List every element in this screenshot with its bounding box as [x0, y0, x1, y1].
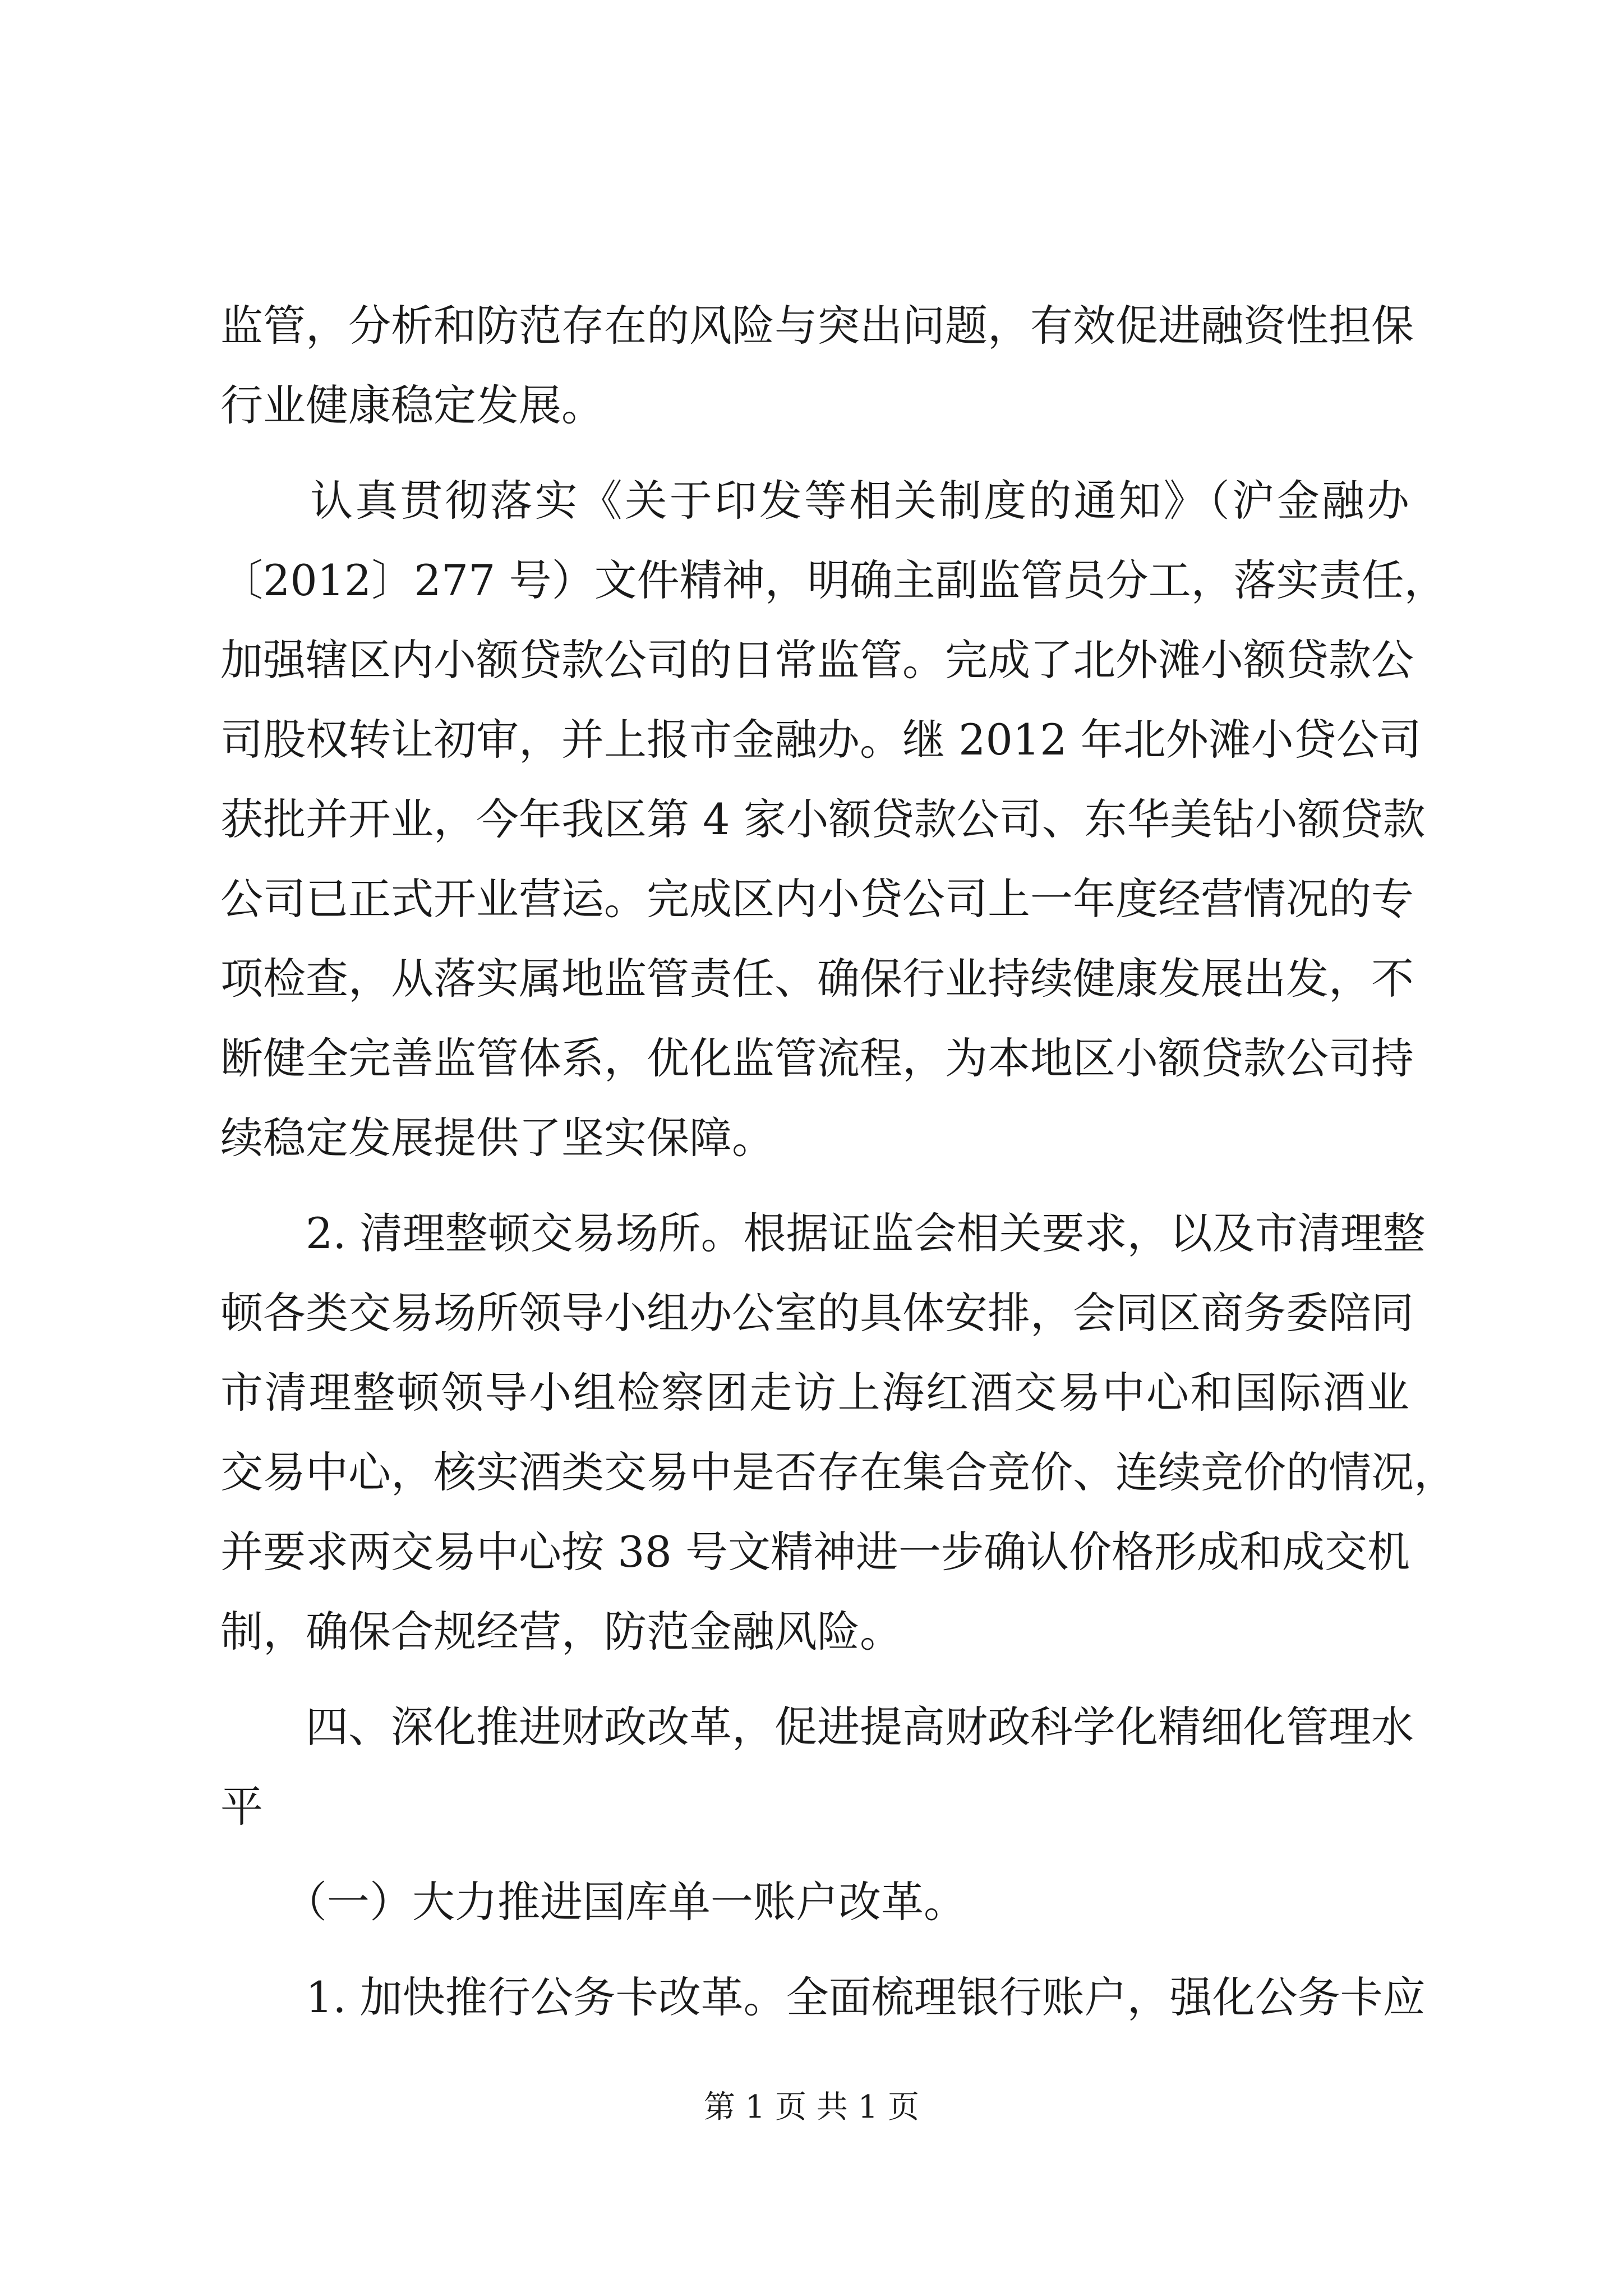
text-line: 项检查，从落实属地监管责任、确保行业持续健康发展出发，不: [220, 954, 1414, 1004]
text-line: 〔2012〕277 号）文件精神，明确主副监管员分工，落实责任，: [220, 555, 1447, 605]
text-line: 监管，分析和防范存在的风险与突出问题，有效促进融资性担保: [220, 301, 1414, 351]
section-heading: 四、深化推进财政改革，促进提高财政科学化精细化管理水: [220, 1702, 1414, 1752]
text-line: 公司已正式开业营运。完成区内小贷公司上一年度经营情况的专: [220, 874, 1414, 924]
subsection-heading: （一）大力推进国库单一账户改革。: [220, 1877, 966, 1927]
text-line: 1. 加快推行公务卡改革。全面梳理银行账户，强化公务卡应: [220, 1972, 1426, 2022]
text-line: 认真贯彻落实《关于印发等相关制度的通知》（沪金融办: [220, 476, 1409, 526]
text-line: 续稳定发展提供了坚实保障。: [220, 1113, 774, 1163]
text-line: 断健全完善监管体系，优化监管流程，为本地区小额贷款公司持: [220, 1033, 1414, 1083]
text-line: 顿各类交易场所领导小组办公室的具体安排，会同区商务委陪同: [220, 1288, 1414, 1338]
text-line: 获批并开业，今年我区第 4 家小额贷款公司、东华美钻小额贷款: [220, 794, 1426, 844]
text-line: 市清理整顿领导小组检察团走访上海红酒交易中心和国际酒业: [220, 1368, 1409, 1418]
text-line: 司股权转让初审，并上报市金融办。继 2012 年北外滩小贷公司: [220, 715, 1422, 765]
text-line: 行业健康稳定发展。: [220, 380, 604, 430]
text-line: 交易中心，核实酒类交易中是否存在集合竞价、连续竞价的情况，: [220, 1447, 1456, 1497]
page-footer: 第 1 页 共 1 页: [703, 2089, 920, 2125]
text-line: 并要求两交易中心按 38 号文精神进一步确认价格形成和成交机: [220, 1527, 1410, 1577]
text-line: 加强辖区内小额贷款公司的日常监管。完成了北外滩小额贷款公: [220, 635, 1414, 685]
text-line: 制，确保合规经营，防范金融风险。: [220, 1607, 902, 1657]
text-line: 2. 清理整顿交易场所。根据证监会相关要求，以及市清理整: [220, 1208, 1426, 1258]
section-heading: 平: [220, 1782, 263, 1832]
